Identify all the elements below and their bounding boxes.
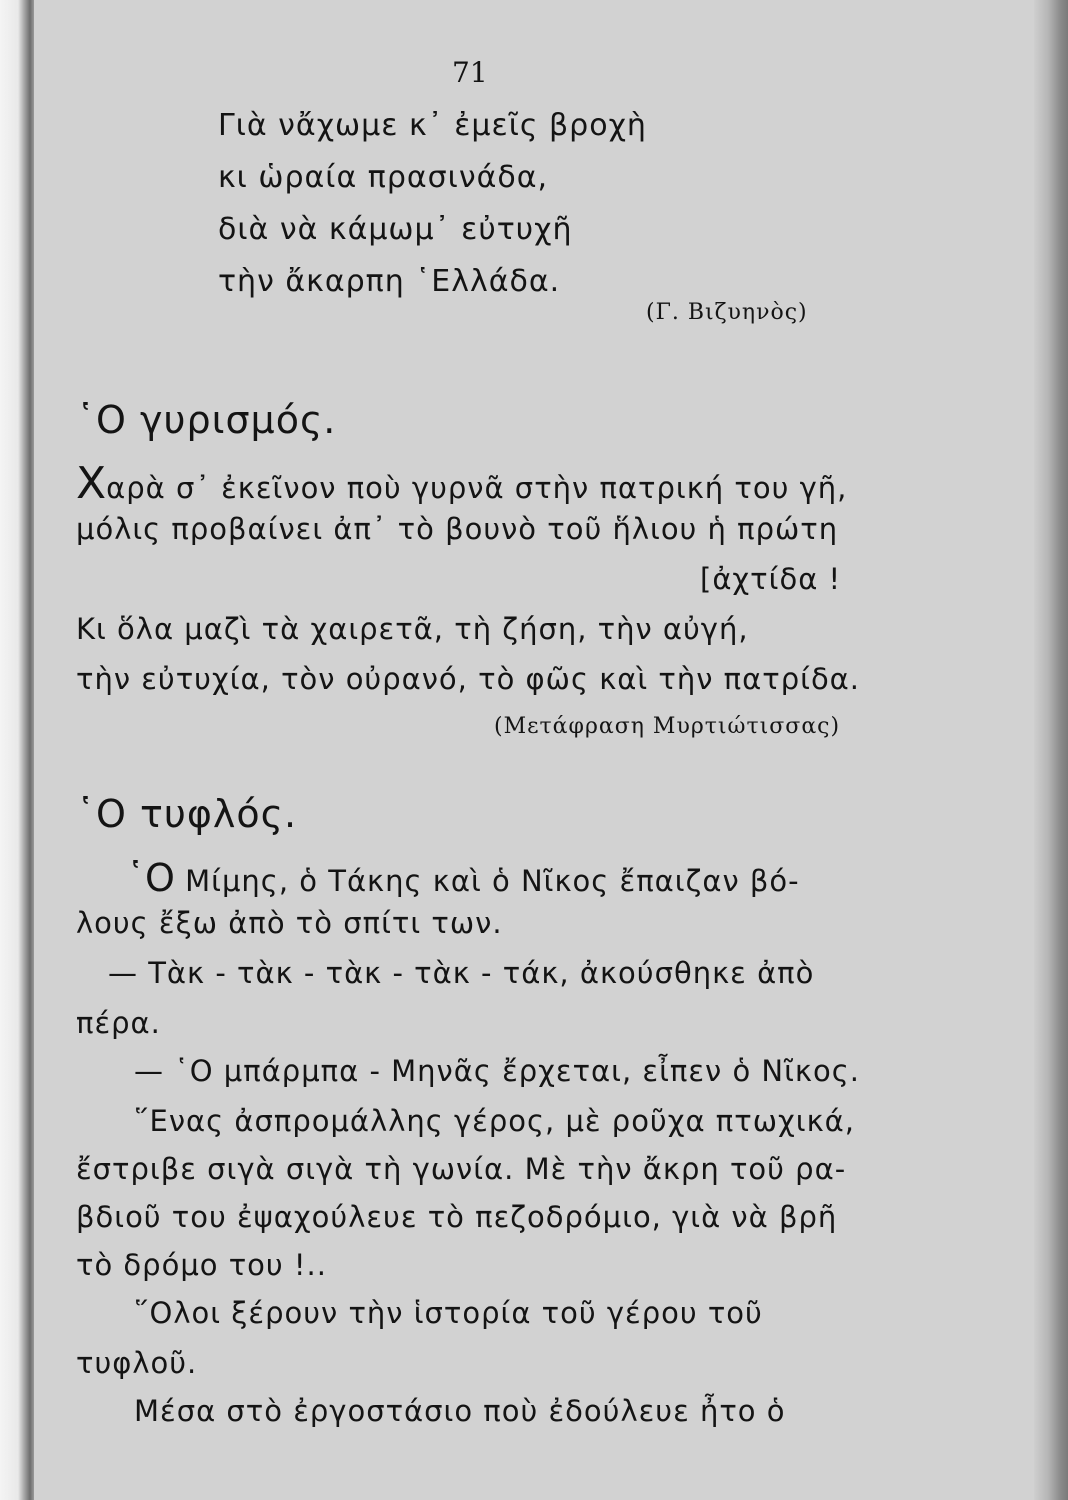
paragraph-line: Μέσα στὸ ἐργοστάσιο ποὺ ἐδούλευε ἦτο ὁ — [134, 1394, 786, 1428]
section-title: ῾Ο γυρισμός. — [76, 398, 337, 442]
verse-line-continuation: [ἀχτίδα ! — [700, 562, 842, 596]
verse-line: Κι ὅλα μαζὶ τὰ χαιρετᾶ, τὴ ζήση, τὴν αὐγή, — [76, 612, 749, 646]
paragraph-line: βδιοῦ του ἐψαχούλευε τὸ πεζοδρόμιο, γιὰ νὰ βρῆ — [76, 1200, 838, 1234]
book-spine-edge — [0, 0, 34, 1500]
paragraph-line: τυφλοῦ. — [76, 1346, 198, 1380]
paragraph-line: λους ἔξω ἀπὸ τὸ σπίτι των. — [76, 906, 503, 940]
paragraph-line: — ῾Ο μπάρμπα - Μηνᾶς ἔρχεται, εἶπεν ὁ Νῖκος. — [134, 1054, 860, 1088]
page-number: 71 — [452, 56, 488, 89]
paragraph-line: πέρα. — [76, 1006, 161, 1040]
poem-attribution: (Γ. Βιζυηνὸς) — [646, 300, 808, 325]
verse-attribution: (Μετάφραση Μυρτιώτισσας) — [494, 714, 841, 739]
poem-line: κι ὡραία πρασινάδα, — [218, 160, 549, 195]
poem-line: διὰ νὰ κάμωμ᾽ εὐτυχῆ — [218, 212, 573, 247]
paragraph-opening-word: ῾Ο — [126, 856, 175, 900]
poem-line: Γιὰ νἄχωμε κ᾽ ἐμεῖς βροχὴ — [218, 108, 647, 143]
page-right-edge — [1034, 0, 1068, 1500]
paragraph-line: ἔστριβε σιγὰ σιγὰ τὴ γωνία. Μὲ τὴν ἄκρη τοῦ ρα- — [76, 1152, 847, 1186]
paragraph-line: ῾Ο Μίμης, ὁ Τάκης καὶ ὁ Νῖκος ἔπαιζαν βό- — [126, 856, 800, 900]
section-title: ῾Ο τυφλός. — [76, 792, 298, 836]
paragraph-line: ῞Ενας ἀσπρομάλλης γέρος, μὲ ροῦχα πτωχικά, — [134, 1104, 855, 1138]
verse-line: Χαρὰ σ᾽ ἐκεῖνον ποὺ γυρνᾶ στὴν πατρική του γῆ, — [76, 458, 848, 509]
paragraph-line: τὸ δρόμο του !.. — [76, 1248, 327, 1282]
drop-cap: Χ — [76, 458, 107, 509]
verse-line: μόλις προβαίνει ἀπ᾽ τὸ βουνὸ τοῦ ἥλιου ἡ πρώτη — [76, 512, 839, 546]
verse-line: τὴν εὐτυχία, τὸν οὐρανό, τὸ φῶς καὶ τὴν πατρίδα. — [76, 662, 861, 696]
poem-line: τὴν ἄκαρπη ῾Ελλάδα. — [218, 264, 561, 299]
paragraph-line: — Τὰκ - τὰκ - τὰκ - τὰκ - τάκ, ἀκούσθηκε ἀπὸ — [108, 956, 815, 990]
paragraph-line: ῞Ολοι ξέρουν τὴν ἱστορία τοῦ γέρου τοῦ — [134, 1296, 763, 1330]
